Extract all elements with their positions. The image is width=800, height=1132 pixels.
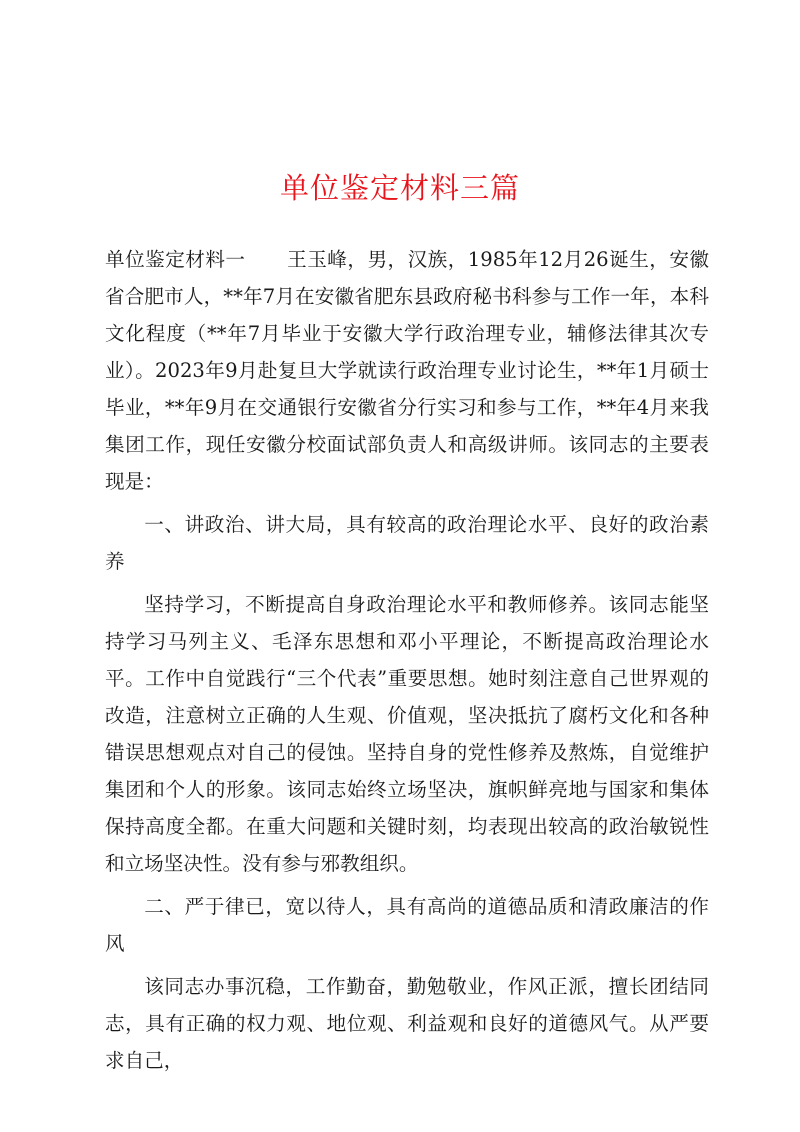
document-title: 单位鉴定材料三篇 (279, 171, 520, 205)
intro-text: 王玉峰，男，汉族，1985年12月26诞生，安徽省合肥市人，**年7月在安徽省肥东县政府秘书科参与工作一年，本科文化程度（**年7月毕业于安徽大学行政治理专业，辅修法律其次专业）。2023年9月赴复旦大学就读行政治理专业讨论生，**年1月硕士毕业，**年9月在交通银行安徽省分行实习和参与工作，**年4月来我集团工作，现任安徽分校面试部负责人和高级讲师。该同志的主要表现是： (105, 248, 710, 493)
section-1-heading: 一、讲政治、讲大局，具有较高的政治理论水平、良好的政治素养 (105, 513, 709, 573)
section-2-body: 该同志办事沉稳，工作勤奋，勤勉敬业，作风正派，擅长团结同志，具有正确的权力观、地位观、利益观和良好的道德风气。从严要求自己， (105, 975, 709, 1072)
intro-paragraph (105, 241, 709, 500)
section-2-heading: 二、严于律已，宽以待人，具有高尚的道德品质和清政廉洁的作风 (105, 895, 709, 955)
document-body (105, 241, 709, 1085)
section-1-body: 坚持学习，不断提高自身政治理论水平和教师修养。该同志能坚持学习马列主义、毛泽东思想和邓小平理论，不断提高政治理论水平。工作中自觉践行“三个代表”重要思想。她时刻注意自己世界观的改造，注意树立正确的人生观、价值观，坚决抵抗了腐朽文化和各种错误思想观点对自己的侵蚀。坚持自身的党性修养及熬炼，自觉维护集团和个人的形象。该同志始终立场坚决，旗帜鲜亮地与国家和集体保持高度全都。在重大问题和关键时刻，均表现出较高的政治敏锐性和立场坚决性。没有参与邪教组织。 (105, 593, 709, 875)
intro-label: 单位鉴定材料一 (105, 248, 246, 271)
